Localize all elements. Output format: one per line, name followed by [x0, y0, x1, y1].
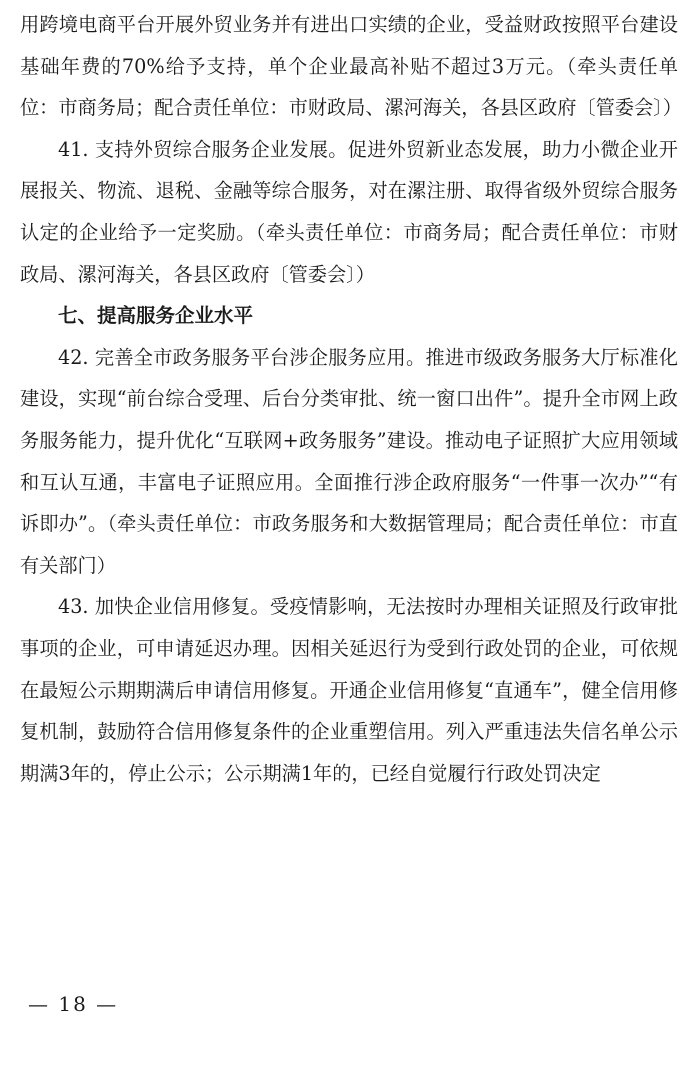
section-heading: 七、提高服务企业水平 — [58, 304, 254, 328]
paragraph-item-41: 41. 支持外贸综合服务企业发展。促进外贸新业态发展，助力小微企业开展报关、物流、退税、金融等综合服务，对在漯注册、取得省级外贸综合服务认定的企业给予一定奖励。（牵头责任单位：市商务局；配合责任单位：市财政局、漯河海关，各县区政府〔管委会〕） — [20, 137, 678, 286]
paragraph-item-43: 43. 加快企业信用修复。受疫情影响，无法按时办理相关证照及行政审批事项的企业，可申请延迟办理。因相关延迟行为受到行政处罚的企业，可依规在最短公示期期满后申请信用修复。开通企业信用修复“直通车”，健全信用修复机制，鼓励符合信用修复条件的企业重塑信用。列入严重违法失信名单公示期满3年的，停止公示；公示期满1年的，已经自觉履行行政处罚决定 — [20, 595, 678, 785]
paragraph-continuation: 用跨境电商平台开展外贸业务并有进出口实绩的企业，受益财政按照平台建设基础年费的70%给予支持，单个企业最高补贴不超过3万元。（牵头责任单位：市商务局；配合责任单位：市财政局、漯河海关，各县区政府〔管委会〕） — [20, 13, 682, 120]
page-number: — 18 — — [28, 992, 119, 1016]
paragraph-item-42: 42. 完善全市政务服务平台涉企服务应用。推进市级政务服务大厅标准化建设，实现“前台综合受理、后台分类审批、统一窗口出件”。提升全市网上政务服务能力，提升优化“互联网+政务服务”建设。推动电子证照扩大应用领域和互认互通，丰富电子证照应用。全面推行涉企政府服务“一件事一次办”“有诉即办”。（牵头责任单位：市政务服务和大数据管理局；配合责任单位：市直有关部门） — [20, 345, 678, 577]
